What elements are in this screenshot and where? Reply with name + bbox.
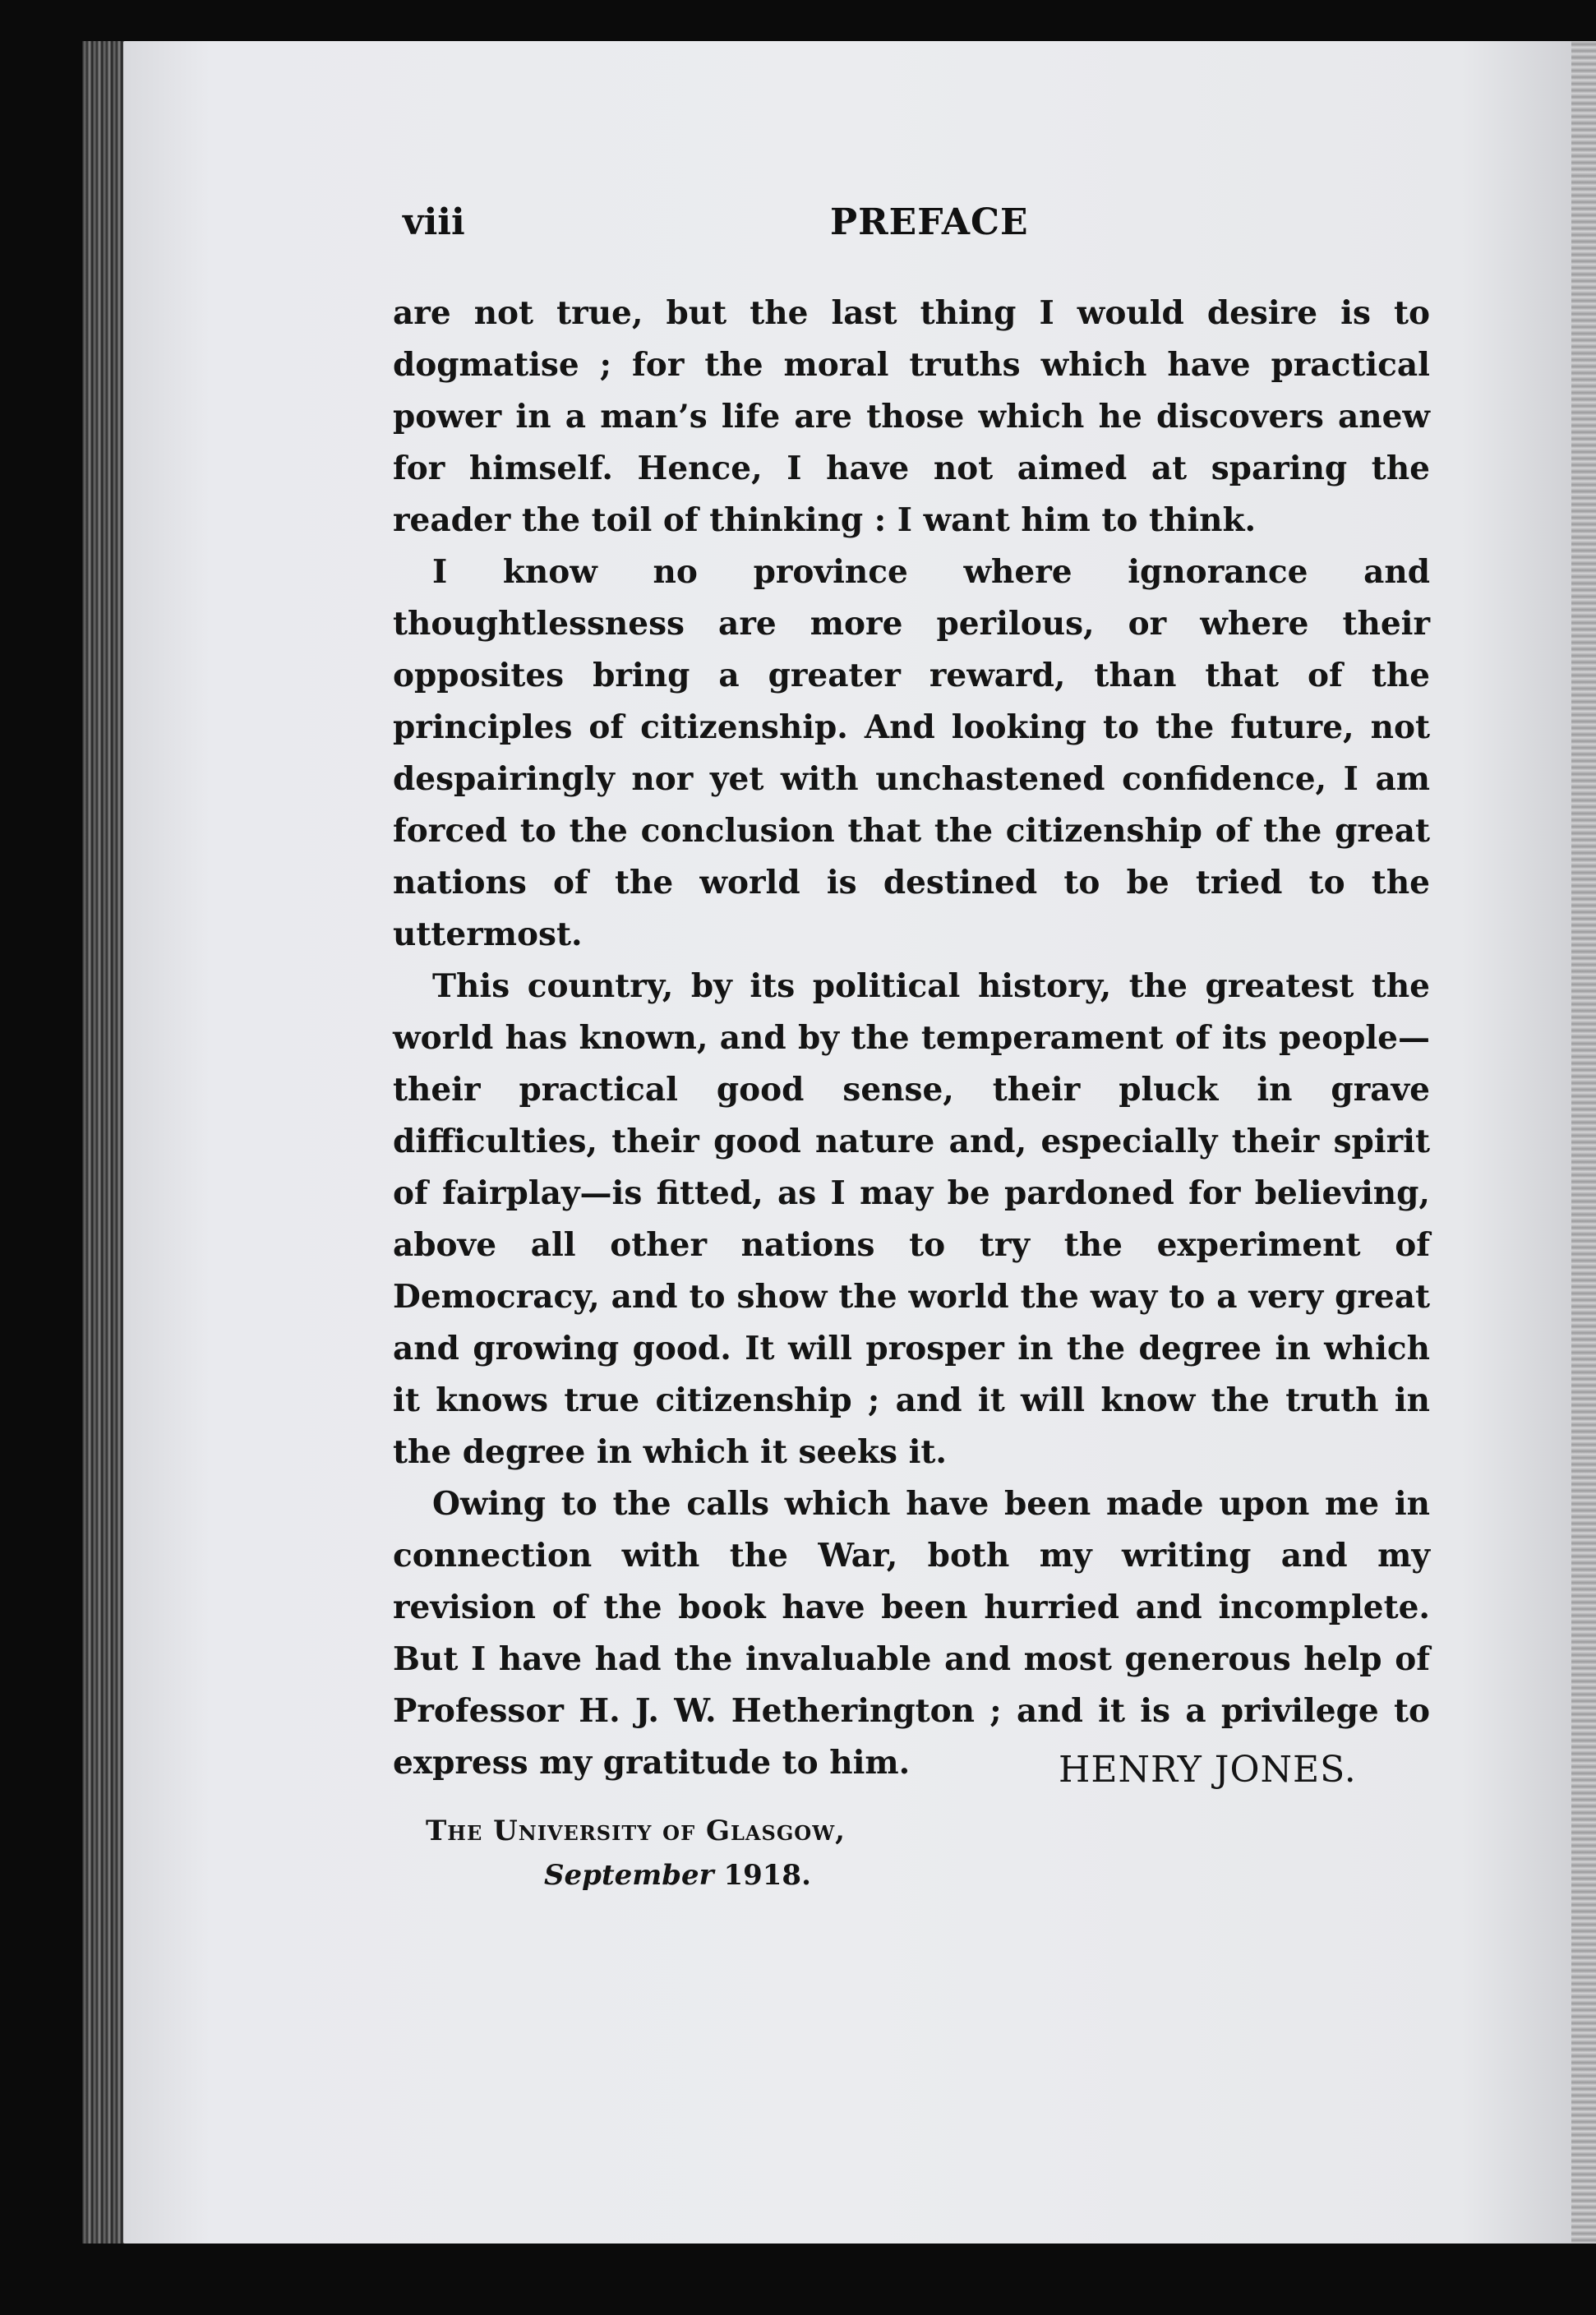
paragraph-2: I know no province where ignorance and thoughtlessness are more perilous, or where their opposites bring a greater reward, than that of the principles of citizenship. And looking to the future, not despairingly nor yet with unchastened confidence, I am forced to the conclusion that the citizenship of the great nations of the world is destined to be tried to the uttermost. [393,553,1430,953]
paragraph-3: This country, by its political history, the greatest the world has known, and by the temperament of its people—their practical good sense, their pluck in grave difficulties, their good nature and, especially their spirit of fairplay—is fitted, as I may be pardoned for believing, above all other nations to try the experiment of Democracy, and to show the world the way to a very great and growing good. It will prosper in the degree in which it knows true citizenship ; and it will know the truth in the degree in which it seeks it. [393,967,1430,1471]
date-year: 1918. [723,1859,811,1892]
paragraph-4: Owing to the calls which have been made upon me in connection with the War, both my writing and my revision of the book have been hurried and incomplete. But I have had the invaluable and most generous help of Professor H. J. W. Hetherington ; and it is a privilege to express my gratitude to him. [393,1485,1430,1782]
preface-date [544,1859,811,1892]
preface-body [393,288,1430,1789]
paragraph-1: are not true, but the last thing I would desire is to dogmatise ; for the moral truths which have practical power in a man’s life are those which he discovers anew for himself. Hence, I have not aimed at sparing the reader the toil of thinking : I want him to think. [393,294,1430,539]
author-signature: HENRY JONES. [1059,1749,1357,1791]
page-edge [1571,41,1596,2244]
page-number: viii [403,201,465,243]
author-affiliation: The University of Glasgow, [426,1815,846,1847]
date-month: September [544,1859,714,1892]
page-header [403,201,1430,251]
running-head: PREFACE [830,201,1029,243]
